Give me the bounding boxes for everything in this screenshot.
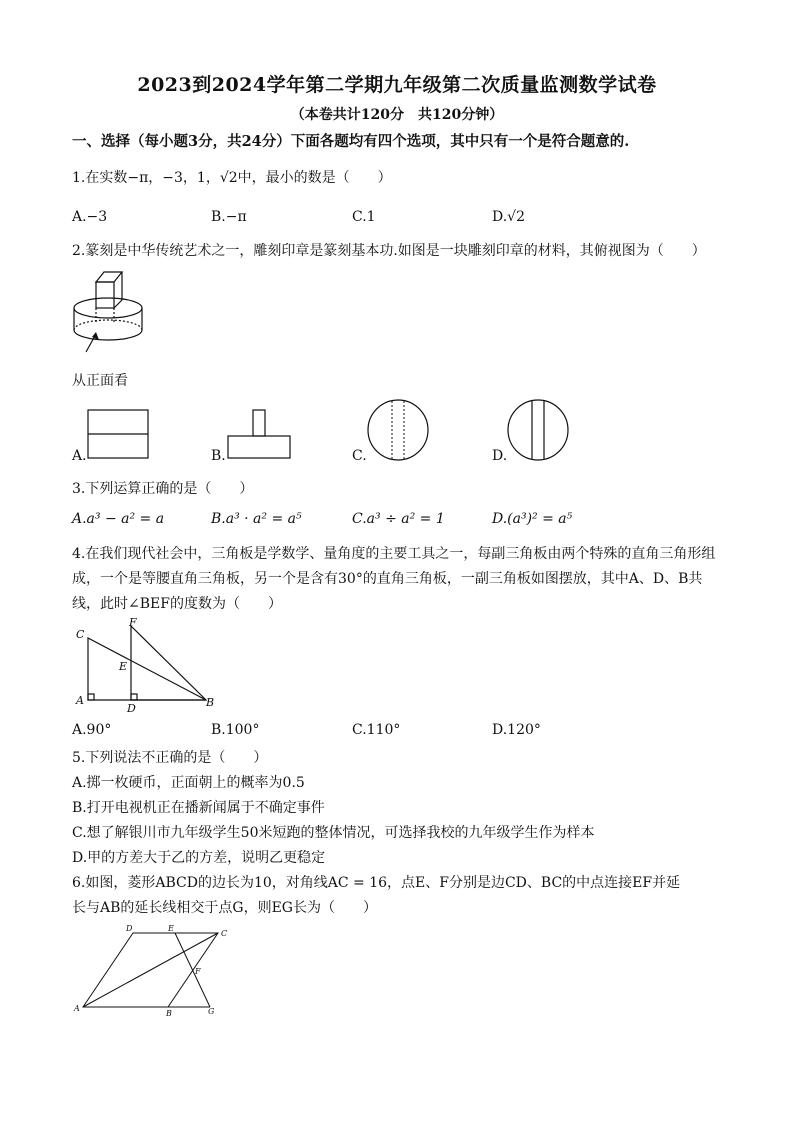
q6-stem-line-1: 6.如图，菱形ABCD的边长为10，对角线AC = 16，点E、F分别是边CD、BC的中点连接EF并延	[72, 875, 681, 891]
q4-stem-line-3: 线，此时∠BEF的度数为（ ）	[72, 596, 282, 612]
triangle-rulers-figure	[70, 614, 220, 714]
q5-option-b: B.打开电视机正在播新闻属于不确定事件	[72, 800, 325, 816]
q4-option-d: D.120°	[492, 722, 541, 738]
q4-option-a: A.90°	[72, 722, 112, 738]
point-d-label: D	[127, 702, 136, 714]
point-b-label: B	[166, 1009, 172, 1018]
q1-option-c: C.1	[352, 209, 376, 225]
section-heading: 一、选择（每小题3分，共24分）下面各题均有四个选项，其中只有一个是符合题意的.	[72, 133, 630, 150]
point-c-label: C	[76, 628, 85, 641]
q1-stem: 1.在实数−π，−3，1，√2中，最小的数是（ ）	[72, 170, 392, 186]
q5-option-c: C.想了解银川市九年级学生50米短跑的整体情况，可选择我校的九年级学生作为样本	[72, 825, 595, 841]
q2-option-c-figure	[366, 398, 430, 462]
q4-option-b: B.100°	[211, 722, 260, 738]
exam-subtitle: （本卷共计120分 共120分钟）	[290, 107, 504, 123]
q5-stem: 5.下列说法不正确的是（ ）	[72, 750, 268, 766]
q2-option-b-label: B.	[211, 448, 226, 464]
q2-option-c-label: C.	[352, 448, 367, 464]
q3-option-a: A.a³ − a² = a	[72, 511, 165, 527]
q2-option-a-label: A.	[72, 448, 87, 464]
q2-option-d-figure	[506, 398, 570, 462]
exam-title: 2023到2024学年第二学期九年级第二次质量监测数学试卷	[137, 74, 657, 96]
point-g-label: G	[208, 1007, 215, 1016]
point-f-label: F	[195, 967, 201, 976]
q3-option-c: C.a³ ÷ a² = 1	[352, 511, 445, 527]
q3-option-b: B.a³ · a² = a⁵	[211, 511, 302, 527]
q5-option-a: A.掷一枚硬币，正面朝上的概率为0.5	[72, 775, 305, 791]
seal-material-figure	[66, 262, 156, 354]
point-c-label: C	[221, 929, 228, 938]
q1-option-a: A.−3	[72, 209, 108, 225]
point-f-label: F	[129, 616, 137, 629]
point-a-label: A	[74, 1004, 80, 1013]
q2-option-b-figure	[226, 408, 292, 460]
rhombus-figure	[70, 920, 240, 1020]
q5-option-d: D.甲的方差大于乙的方差，说明乙更稳定	[72, 850, 326, 866]
point-d-label: D	[126, 924, 133, 933]
q2-option-d-label: D.	[492, 448, 508, 464]
q2-stem: 2.篆刻是中华传统艺术之一，雕刻印章是篆刻基本功.如图是一块雕刻印章的材料，其俯视图为（ ）	[72, 243, 706, 259]
point-e-label: E	[119, 660, 128, 673]
point-e-label: E	[168, 924, 174, 933]
q2-option-a-figure	[86, 408, 150, 460]
q4-option-c: C.110°	[352, 722, 401, 738]
q6-stem-line-2: 长与AB的延长线相交于点G，则EG长为（ ）	[72, 900, 377, 916]
q4-stem-line-1: 4.在我们现代社会中，三角板是学数学、量角度的主要工具之一，每副三角板由两个特殊的直角三角形组	[72, 546, 716, 562]
q1-option-d: D.√2	[492, 209, 526, 225]
point-b-label: B	[206, 696, 215, 709]
q3-stem: 3.下列运算正确的是（ ）	[72, 481, 254, 497]
q3-option-d: D.(a³)² = a⁵	[492, 511, 573, 527]
q4-stem-line-2: 成，一个是等腰直角三角板，另一个是含有30°的直角三角板，一副三角板如图摆放，其中A、D、B共	[72, 571, 703, 587]
point-a-label: A	[76, 694, 84, 707]
q2-view-label: 从正面看	[72, 373, 128, 389]
q1-option-b: B.−π	[211, 209, 247, 225]
